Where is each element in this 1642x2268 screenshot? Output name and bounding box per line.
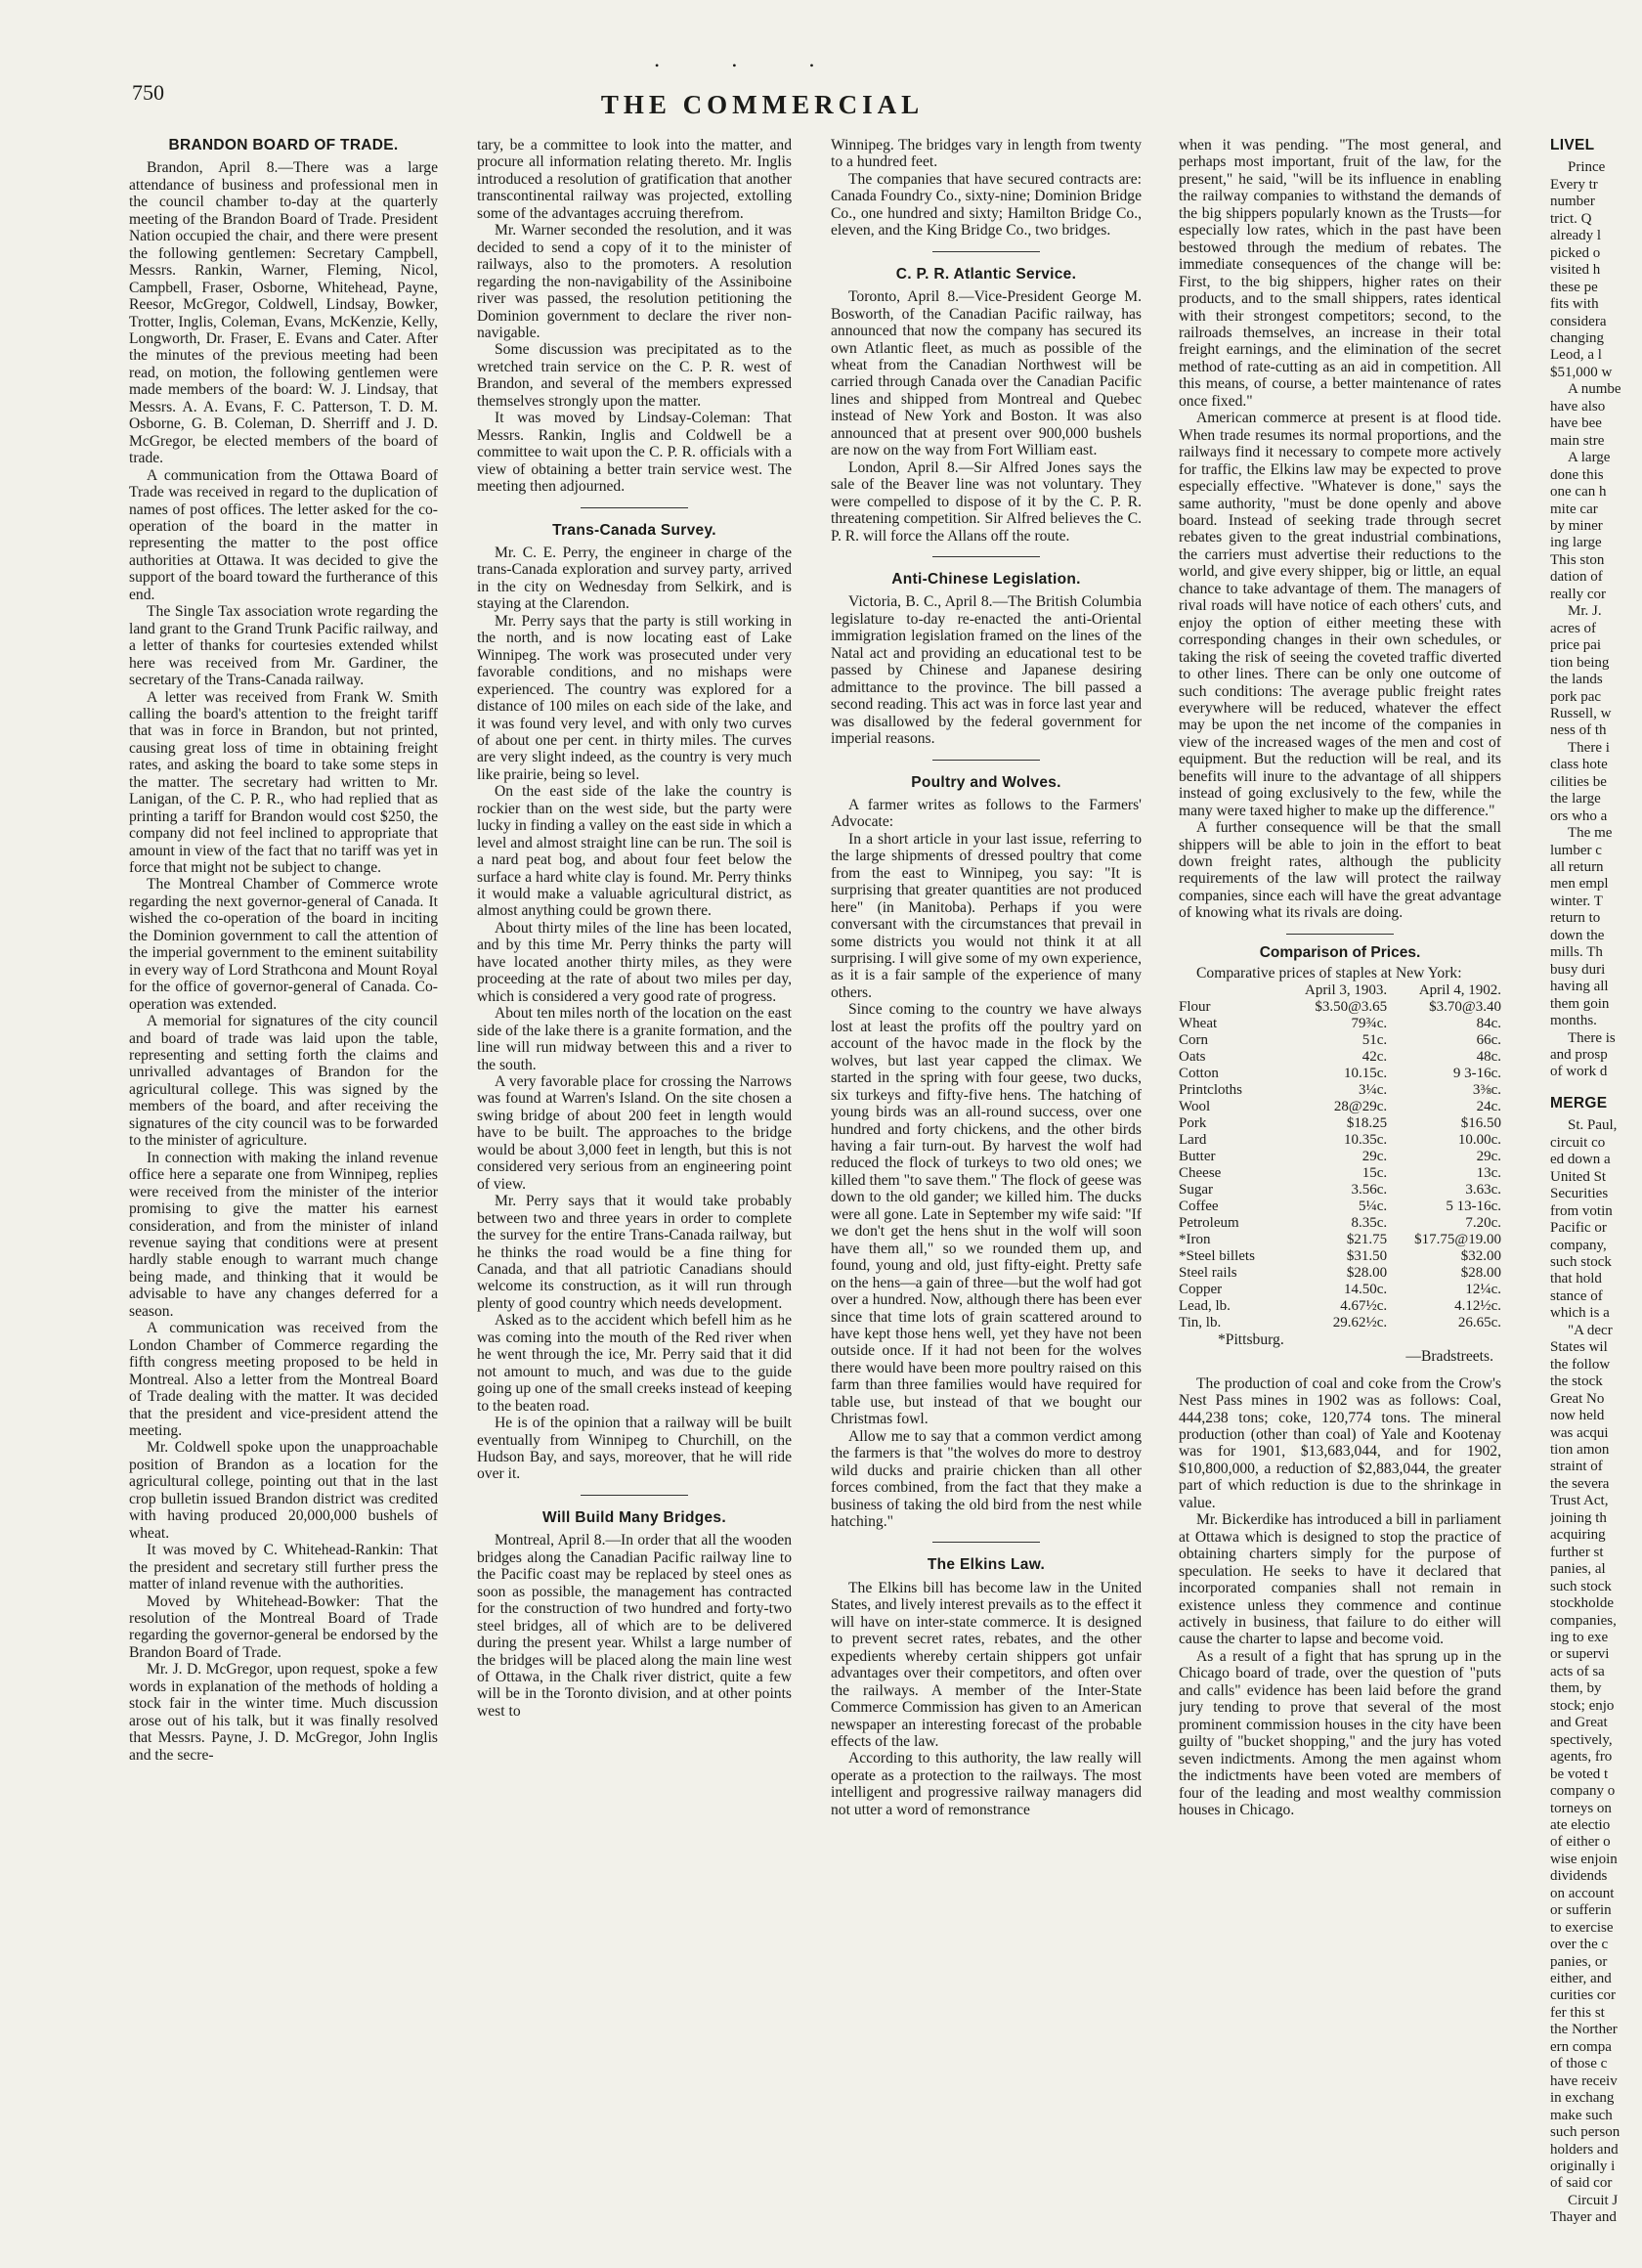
price-1903: 14.50c. xyxy=(1343,1281,1388,1297)
article-paragraph-continued: done this xyxy=(1550,466,1604,483)
price-1903: 3.56c. xyxy=(1351,1181,1388,1198)
price-row xyxy=(1179,999,1501,1016)
article-paragraph-continued: fer this st xyxy=(1550,2004,1605,2021)
article-paragraph-continued: ing to exe xyxy=(1550,1629,1609,1645)
article-paragraph-continued: pork pac xyxy=(1550,688,1602,705)
article-heading: Trans-Canada Survey. xyxy=(552,521,716,539)
price-item: Steel rails xyxy=(1179,1264,1237,1281)
article-paragraph-continued: and Great xyxy=(1550,1715,1608,1731)
article-paragraph-continued: by miner xyxy=(1550,517,1603,534)
price-item: Coffee xyxy=(1179,1198,1219,1214)
price-row xyxy=(1179,1182,1501,1199)
article-paragraph-continued: stockholde xyxy=(1550,1595,1614,1612)
article-paragraph-continued: such stock xyxy=(1550,1254,1612,1270)
article-paragraph-continued: further st xyxy=(1550,1544,1604,1560)
article-paragraph: A numbe xyxy=(1568,381,1621,398)
article-paragraph: He is of the opinion that a railway will be built eventually from Winnipeg to Churchill, on the Hudson Bay, and says, moreover, that he will ride over it. xyxy=(477,1415,792,1483)
article-paragraph-continued: which is a xyxy=(1550,1305,1610,1322)
article-paragraph-continued: panies, or xyxy=(1550,1953,1608,1970)
price-1902: 29c. xyxy=(1476,1148,1501,1164)
price-1902: $32.00 xyxy=(1460,1247,1501,1264)
article-paragraph: "A decr xyxy=(1568,1322,1613,1338)
article-paragraph: Mr. Coldwell spoke upon the unapproachable position of Brandon as a location for the agricultural college, pointing out that in the last crop bulletin issued Brandon district was credited with having produced 20,000,000 bushels of wheat. xyxy=(129,1439,438,1542)
article-paragraph-continued: stock; enjo xyxy=(1550,1697,1615,1714)
price-item: *Steel billets xyxy=(1179,1247,1255,1264)
divider-rule xyxy=(932,760,1040,761)
price-1902: 48c. xyxy=(1476,1048,1501,1065)
article-paragraph-continued: class hote xyxy=(1550,757,1608,773)
price-1903: $21.75 xyxy=(1346,1231,1388,1247)
article-paragraph: The companies that have secured contracts are: Canada Foundry Co., sixty-nine; Dominion Bridge Co., one hundred and sixty; Hamilton Bridge Co., eleven, and the King Bridge Co., two bridges. xyxy=(831,170,1142,240)
article-paragraph-continued: have receiv xyxy=(1550,2072,1618,2089)
article-paragraph-continued: them goin xyxy=(1550,995,1610,1012)
price-1902: 9 3-16c. xyxy=(1452,1065,1501,1081)
column-3 xyxy=(831,137,1142,2248)
price-1903: 10.35c. xyxy=(1343,1131,1388,1148)
price-1903: 42c. xyxy=(1361,1048,1388,1065)
price-1902: 13c. xyxy=(1476,1164,1501,1181)
price-row xyxy=(1179,1032,1501,1049)
article-paragraph-continued: mills. Th xyxy=(1550,944,1603,961)
article-paragraph-continued: over the c xyxy=(1550,1937,1609,1953)
article-paragraph-continued: torneys on xyxy=(1550,1800,1612,1816)
article-paragraph-continued: acres of xyxy=(1550,620,1597,636)
column-1 xyxy=(129,137,438,2248)
price-item: Flour xyxy=(1179,998,1211,1015)
price-row xyxy=(1179,1248,1501,1265)
article-paragraph: Toronto, April 8.—Vice-President George M. Bosworth, of the Canadian Pacific railway, has announced that now the company has secured its own Atlantic fleet, as much as possible of the wheat from the Canadian Northwest will be carried through Canada over the Canadian Pacific lines and shipped from Montreal and Quebec instead of New York and Boston. It was also announced that at present over 900,000 bushels are now on the way from Fort William east. xyxy=(831,288,1142,459)
article-paragraph: The me xyxy=(1568,825,1613,842)
article-paragraph-continued: spectively, xyxy=(1550,1731,1613,1748)
article-paragraph-continued: Thayer and xyxy=(1550,2209,1617,2226)
article-paragraph-continued: tary, be a committee to look into the matter, and procure all information relating thereto. Mr. Inglis introduced a resolution of gratification that another transcontinental railway was projected, extolling some of the advantages accruing therefrom. xyxy=(477,137,792,222)
price-row xyxy=(1179,1132,1501,1149)
article-paragraph-continued: dation of xyxy=(1550,569,1603,586)
article-paragraph-continued: panies, al xyxy=(1550,1561,1606,1578)
price-item: Pork xyxy=(1179,1114,1207,1131)
article-paragraph-continued: acts of sa xyxy=(1550,1663,1605,1679)
article-paragraph: A communication was received from the London Chamber of Commerce regarding the fifth congress meeting proposed to be held in Montreal. Also a letter from the Montreal Board of Trade dealing with the matter. It was decided that the president and vice-president attend the meeting. xyxy=(129,1320,438,1439)
article-paragraph-continued: the severa xyxy=(1550,1475,1610,1492)
price-1902: $17.75@19.00 xyxy=(1414,1231,1501,1247)
price-1902: 4.12½c. xyxy=(1454,1297,1501,1314)
article-paragraph-continued: cilities be xyxy=(1550,773,1607,790)
article-paragraph: Mr. Perry says that it would take probably between two and three years in order to complete the survey for the entire Trans-Canada railway, but he thinks the road would be a fine thing for Canada, and that all patriotic Canadians should welcome its construction, as it will run through plenty of good country which needs development. xyxy=(477,1193,792,1312)
article-paragraph-continued: Leod, a l xyxy=(1550,347,1602,364)
price-item: Lard xyxy=(1179,1131,1207,1148)
article-heading: C. P. R. Atlantic Service. xyxy=(895,265,1077,283)
price-1903: 3¼c. xyxy=(1358,1081,1388,1098)
price-1903: $3.50@3.65 xyxy=(1315,998,1388,1015)
price-item: *Iron xyxy=(1179,1231,1211,1247)
article-paragraph-continued: tion amon xyxy=(1550,1441,1610,1458)
article-paragraph-continued: This ston xyxy=(1550,551,1605,568)
column-4-articles-bottom xyxy=(1179,1375,1501,1819)
article-paragraph-continued: or supervi xyxy=(1550,1646,1610,1663)
article-paragraph: According to this authority, the law really will operate as a protection to the railways. The most intelligent and progressive railway managers did not utter a word of remonstrance xyxy=(831,1750,1142,1818)
price-1903: 10.15c. xyxy=(1343,1065,1388,1081)
article-paragraph-continued: holders and xyxy=(1550,2141,1619,2158)
price-item: Petroleum xyxy=(1179,1214,1239,1231)
article-paragraph-continued: really cor xyxy=(1550,586,1607,602)
article-paragraph-continued: return to xyxy=(1550,910,1601,927)
price-1903: $31.50 xyxy=(1346,1247,1388,1264)
article-paragraph: Brandon, April 8.—There was a large attendance of business and professional men in the council chamber to-day at the quarterly meeting of the Brandon Board of Trade. President Nation occupied the chair, and there were present the following gentlemen: Secretary Campbell, Messrs. Rankin, Warner, Fleming, Nicol, Campbell, Fraser, Osborne, Whitehead, Payne, Reesor, McGregor, Coldwell, Lindsay, Bowker, Trotter, Inglis, Coleman, Evans, McKenzie, Kelly, Longworth, Dr. Fraser, E. Evans and Cater. After the minutes of the previous meeting had been read, on motion, the following gentlemen were made members of the board: W. J. Lindsay, that Messrs. A. A. Evans, F. C. Patterson, T. D. M. Osborne, G. B. Coleman, D. Sherriff and J. D. McGregor, be elected members of the board of trade. xyxy=(129,159,438,467)
article-paragraph-continued: the Norther xyxy=(1550,2022,1618,2038)
column-4-articles-top xyxy=(1179,137,1501,922)
article-paragraph: There i xyxy=(1568,739,1610,756)
article-paragraph: About ten miles north of the location on the east side of the lake there is a granite formation, and the line will run midway between this and a river to the south. xyxy=(477,1005,792,1073)
price-row xyxy=(1179,1232,1501,1248)
article-paragraph: A large xyxy=(1568,450,1611,466)
price-1902: 24c. xyxy=(1476,1098,1501,1114)
price-row xyxy=(1179,1149,1501,1165)
article-paragraph-continued: of said cor xyxy=(1550,2175,1613,2192)
article-paragraph: Mr. Perry says that the party is still working in the north, and is now locating east of Lake Winnipeg. The work was prosecuted under very favorable conditions, and no mishaps were experienced. The country was explored for a distance of 100 miles on each side of the lake, and it was found very level, and with only two curves of about one per cent. in thirty miles. The curves are very slight indeed, as the country is very much like prairie, being so level. xyxy=(477,612,792,783)
article-paragraph: A communication from the Ottawa Board of Trade was received in regard to the duplication of names of post offices. The letter asked for the co-operation of the board in the matter in representing the matter to the post office authorities at Ottawa. It was decided to give the support of the board toward the furtherance of this end. xyxy=(129,466,438,603)
article-paragraph-continued: curities cor xyxy=(1550,1987,1617,2004)
article-paragraph: Allow me to say that a common verdict among the farmers is that "the wolves do more to destroy wild ducks and prairie chicken than all other forces combined, from the fact that they make a business of taking the old bird from the nest while hatching." xyxy=(831,1427,1142,1530)
article-paragraph: Mr. J. xyxy=(1568,603,1602,620)
article-heading: The Elkins Law. xyxy=(927,1556,1046,1574)
masthead: THE COMMERCIAL xyxy=(600,90,925,119)
article-paragraph: Asked as to the accident which befell him as he was coming into the mouth of the Red river when he went through the ice, Mr. Perry said that it did not amount to much, and was due to the guide going up one of the small creeks instead of keeping to the beaten road. xyxy=(477,1312,792,1415)
price-1903: 51c. xyxy=(1361,1031,1388,1048)
price-1903: 79¾c. xyxy=(1351,1015,1388,1031)
price-1903: $28.00 xyxy=(1346,1264,1388,1281)
article-paragraph-continued: make such xyxy=(1550,2107,1613,2123)
article-paragraph-continued: trict. Q xyxy=(1550,210,1592,227)
article-heading: Poultry and Wolves. xyxy=(911,773,1061,791)
article-paragraph-continued: ate electio xyxy=(1550,1816,1611,1833)
article-paragraph-continued: companies, xyxy=(1550,1612,1617,1629)
article-paragraph-continued: $51,000 w xyxy=(1550,364,1613,380)
price-1903: 28@29c. xyxy=(1333,1098,1388,1114)
article-paragraph: The Single Tax association wrote regarding the land grant to the Grand Trunk Pacific railway, and a letter of thanks for courtesies extended whilst here was received from Mr. Gardiner, the secretary of the Trans-Canada railway. xyxy=(129,603,438,689)
article-paragraph-continued: company o xyxy=(1550,1783,1616,1800)
price-1903: 15c. xyxy=(1361,1164,1388,1181)
article-paragraph: On the east side of the lake the country is rockier than on the west side, but the party were lucky in finding a valley on the east side in which a level and almost straight line can be run. The soil is a nard peat bog, and about four feet below the surface a hard white clay is found. Mr. Perry thinks it would make a valuable agricultural district, as almost anything could be grown there. xyxy=(477,783,792,920)
article-paragraph: It was moved by Lindsay-Coleman: That Messrs. Rankin, Inglis and Coldwell be a committee to wait upon the C. P. R. officials with a view of obtaining a better train service west. The meeting then adjourned. xyxy=(477,410,792,496)
article-paragraph-continued: joining th xyxy=(1550,1509,1607,1526)
article-paragraph: Some discussion was precipitated as to the wretched train service on the C. P. R. west of Brandon, and several of the members expressed themselves strongly upon the matter. xyxy=(477,341,792,410)
article-paragraph: A memorial for signatures of the city council and board of trade was laid upon the table, representing and setting forth the claims and unrivalled advantages of Brandon for the agricultural college. This was signed by the members of the board, and after receiving the signatures of the city council was to be forwarded to the minister of agriculture. xyxy=(129,1013,438,1150)
article-paragraph-continued: number xyxy=(1550,194,1595,210)
article-paragraph: In a short article in your last issue, referring to the large shipments of dressed poultry that come from the east to Winnipeg, you say: "It is surprising that greater quantities are not produced here" (in Manitoba). Perhaps if you were conversant with the circumstances that prevail in some districts you would not think it at all surprising. I will give some of my own experience, as it is a fair sample of the experience of many others. xyxy=(831,830,1142,1001)
article-paragraph-continued: the follow xyxy=(1550,1356,1611,1373)
price-item: Wheat xyxy=(1179,1015,1218,1031)
price-1902: 3⅜c. xyxy=(1472,1081,1501,1098)
article-paragraph-continued: lumber c xyxy=(1550,842,1602,858)
article-paragraph: A further consequence will be that the small shippers will be able to join in the effort to beat down freight rates, although the publicity requirements of the law will protect the railway companies, since each will have the great advantage of knowing what its rivals are doing. xyxy=(1179,819,1501,922)
article-paragraph-continued: fits with xyxy=(1550,296,1599,313)
article-paragraph: Victoria, B. C., April 8.—The British Columbia legislature to-day re-enacted the anti-Oriental immigration legislation framed on the lines of the Natal act and providing an educational test to be passed by Chinese and Japanese desiring admittance to the province. The bill passed a second reading. This act was in force last year and was disallowed by the federal government for imperial reasons. xyxy=(831,593,1142,748)
prices-header-row xyxy=(1179,982,1501,999)
article-paragraph: Mr. Warner seconded the resolution, and it was decided to send a copy of it to the minister of railways, also to the promoters. A resolution regarding the non-navigability of the Assiniboine river was passed, the resolution petitioning the Dominion government to declare the river non-navigable. xyxy=(477,222,792,341)
article-paragraph-continued: that hold xyxy=(1550,1271,1602,1287)
article-paragraph-continued: them, by xyxy=(1550,1680,1602,1697)
article-paragraph-continued: busy duri xyxy=(1550,961,1606,978)
article-paragraph-continued: considera xyxy=(1550,313,1607,329)
price-1902: 12¼c. xyxy=(1465,1281,1501,1297)
article-paragraph-continued: ing large xyxy=(1550,535,1602,551)
price-row xyxy=(1179,1298,1501,1315)
ornament: • • • xyxy=(655,59,849,72)
article-paragraph-continued: and prosp xyxy=(1550,1047,1608,1064)
article-paragraph-continued: Great No xyxy=(1550,1390,1605,1407)
article-paragraph: In connection with making the inland revenue office here a separate one from Winnipeg, replies were received from the minister of the interior promising to give the matter his earnest consideration, and from the minister of inland revenue saying that conditions were at present hardly stable enough to warrant much change being made, and thinking that it would be advisable to have any changes deferred for a season. xyxy=(129,1149,438,1320)
article-paragraph-continued: originally i xyxy=(1550,2159,1616,2175)
article-paragraph-continued: main stre xyxy=(1550,432,1605,449)
article-paragraph-continued: Winnipeg. The bridges vary in length from twenty to a hundred feet. xyxy=(831,137,1142,171)
column-2 xyxy=(477,137,792,2248)
price-1902: $16.50 xyxy=(1460,1114,1501,1131)
article-paragraph-continued: Securities xyxy=(1550,1186,1609,1202)
article-paragraph-continued: the large xyxy=(1550,791,1601,807)
price-row xyxy=(1179,1282,1501,1298)
article-paragraph-continued: Every tr xyxy=(1550,176,1598,193)
article-paragraph-continued: Russell, w xyxy=(1550,705,1612,721)
article-paragraph: Mr. J. D. McGregor, upon request, spoke a few words in explanation of the methods of holding a stock fair in the winter time. Much discussion arose out of his talk, but it was finally resolved that Messrs. Payne, J. D. McGregor, John Inglis and the secre- xyxy=(129,1661,438,1764)
price-1902: 3.63c. xyxy=(1465,1181,1501,1198)
article-paragraph: Circuit J xyxy=(1568,2192,1619,2208)
price-row xyxy=(1179,1016,1501,1032)
price-item: Cotton xyxy=(1179,1065,1219,1081)
article-paragraph: The Montreal Chamber of Commerce wrote regarding the next governor-general of Canada. It wished the co-operation of the board in inciting the Dominion government to call the attention of the imperial government to the eminent suitability in every way of Lord Strathcona and Mount Royal for the office of governor-general of Canada. Co-operation was extended. xyxy=(129,876,438,1013)
price-item: Tin, lb. xyxy=(1179,1314,1222,1330)
price-row xyxy=(1179,1115,1501,1132)
page-number: 750 xyxy=(132,80,164,105)
article-paragraph-continued: having all xyxy=(1550,979,1609,995)
price-1903: 29.62½c. xyxy=(1332,1314,1388,1330)
prices-header-1902: April 4, 1902. xyxy=(1418,981,1501,998)
article-paragraph-continued: was acqui xyxy=(1550,1424,1609,1441)
divider-rule xyxy=(581,507,688,508)
article-paragraph: Mr. Bickerdike has introduced a bill in parliament at Ottawa which is designed to stop the practice of obtaining charters simply for the purpose of speculation. He seeks to have it declared that incorporated companies shall not remain in existence unless they commence and continue actively in business, that failure to do either will cause the charter to lapse and become void. xyxy=(1179,1511,1501,1648)
article-heading: BRANDON BOARD OF TRADE. xyxy=(168,137,399,153)
article-paragraph-continued: Trust Act, xyxy=(1550,1493,1609,1509)
price-row xyxy=(1179,1315,1501,1331)
article-paragraph-continued: changing xyxy=(1550,329,1604,346)
article-paragraph-continued: agents, fro xyxy=(1550,1749,1613,1766)
article-paragraph: It was moved by C. Whitehead-Rankin: That the president and secretary still further press the matter of inland revenue with the authorities. xyxy=(129,1542,438,1593)
article-paragraph: A letter was received from Frank W. Smith calling the board's attention to the freight tariff that was in force in Brandon, but not printed, causing great loss of time in obtaining freight rates, and asking the board to take some steps in the matter. The secretary had written to Mr. Lanigan, of the C. P. R., who had replied that as printing a tariff for Brandon would cost $250, the company did not feel inclined to appropriate that amount in view of the fact that no tariff was yet in force that might not be subject to change. xyxy=(129,688,438,877)
article-paragraph: American commerce at present is at flood tide. When trade resumes its normal proportions, and the railways find it necessary to compete more actively for traffic, the Elkins law may be expected to prove especially effective. "Whatever is done," says the same authority, "must be done openly and above board. Instead of seeking trade through secret rebates given to the great industrial combinations, the carriers must advertise their reductions to the world, and give every shipper, big or little, an equal chance to take advantage of them. The managers of rival roads will have notice of each others' cuts, and enjoy the option of either meeting these with corresponding changes in their own schedules, or taking the risk of seeing the coveted traffic diverted to other lines. There can be only one outcome of such conditions: The average public freight rates everywhere will be reduced, whatever the effect may be upon the net income of the companies in view of the increased wages of the men and cost of equipment. But the reduction will be real, and its benefits will inure to the advantage of all shippers instead of going exclusively to the few, while the many were taxed higher to make up the difference." xyxy=(1179,410,1501,819)
price-1903: 5¼c. xyxy=(1358,1198,1388,1214)
article-paragraph-continued: to exercise xyxy=(1550,1919,1614,1936)
article-paragraph-continued: winter. T xyxy=(1550,893,1603,909)
article-paragraph-continued: ed down a xyxy=(1550,1152,1611,1168)
article-paragraph-continued: straint of xyxy=(1550,1459,1603,1475)
article-paragraph-continued: company, xyxy=(1550,1237,1607,1253)
price-1903: 4.67½c. xyxy=(1340,1297,1388,1314)
price-item: Copper xyxy=(1179,1281,1223,1297)
price-1902: 5 13-16c. xyxy=(1446,1198,1501,1214)
price-row xyxy=(1179,1215,1501,1232)
column-5-cropped xyxy=(1550,137,1642,2248)
article-paragraph-continued: United St xyxy=(1550,1168,1607,1185)
article-heading: LIVEL xyxy=(1550,137,1595,153)
divider-rule xyxy=(932,556,1040,557)
article-paragraph-continued: all return xyxy=(1550,859,1604,876)
article-paragraph: Since coming to the country we have always lost at least the profits off the poultry yard on account of the havoc made in the flock by the wolves, but last year capped the climax. We started in the spring with four geese, two ducks, six turkeys and fifty-five hens. The hatching of young birds was an all-round success, over one hundred and forty chickens, and the other birds having a fair turn-out. By harvest the wolf had reduced the flock of turkeys to two old ones; we killed them "to save them." The flock of geese was down to the old gander; we killed him. The ducks were all gone. Late in September my wife said: "If we don't get the hens shut in the wolf will soon have them all," so we rounded them up, and found, young and old, just fifty-eight. Pretty safe on the hens—a gain of three—but the wolf had got over a hundred. Now, although there has been ever since that time lots of grain scattered around to have kept those hens well, yet they have not been outside once. If it had not been for the wolves there would have been more poultry raised on this farm than three families would have required for table use, but instead of that we bought our Christmas fowl. xyxy=(831,1001,1142,1428)
article-paragraph-continued: wise enjoin xyxy=(1550,1851,1618,1867)
article-paragraph: There is xyxy=(1568,1029,1616,1046)
price-1902: 7.20c. xyxy=(1465,1214,1501,1231)
article-paragraph-continued: picked o xyxy=(1550,244,1601,261)
article-paragraph-continued: months. xyxy=(1550,1013,1597,1029)
price-row xyxy=(1179,1199,1501,1215)
price-row xyxy=(1179,1165,1501,1182)
price-item: Oats xyxy=(1179,1048,1206,1065)
article-paragraph-continued: of those c xyxy=(1550,2056,1608,2072)
article-paragraph: Montreal, April 8.—In order that all the wooden bridges along the Canadian Pacific railway line to the Pacific coast may be replaced by steel ones as soon as possible, the management has contracted for the construction of two hundred and forty-two steel bridges, all of which are to be delivered during the present year. Whilst a large number of the bridges will be placed along the main line west of Ottawa, in the Chalk river district, quite a few will be in the Toronto division, and at other points west to xyxy=(477,1532,792,1720)
divider-rule xyxy=(932,1542,1040,1543)
article-paragraph-continued: in exchang xyxy=(1550,2090,1615,2107)
article-paragraph-continued: ness of th xyxy=(1550,722,1607,739)
price-item: Printcloths xyxy=(1179,1081,1243,1098)
article-heading: Will Build Many Bridges. xyxy=(542,1508,726,1526)
price-item: Cheese xyxy=(1179,1164,1222,1181)
article-paragraph: London, April 8.—Sir Alfred Jones says the sale of the Beaver line was not voluntary. They were compelled to dispose of it by the C. P. R. threatening competition. Sir Alfred believes the C. P. R. will force the Allans off the route. xyxy=(831,458,1142,545)
article-paragraph-continued: tion being xyxy=(1550,654,1610,671)
divider-rule xyxy=(1286,934,1394,935)
article-paragraph-continued: now held xyxy=(1550,1408,1605,1424)
article-paragraph-continued: ors who a xyxy=(1550,807,1608,824)
article-paragraph-continued: price pai xyxy=(1550,637,1602,654)
article-paragraph-continued: down the xyxy=(1550,927,1605,943)
article-paragraph: About thirty miles of the line has been located, and by this time Mr. Perry thinks the party will have located another thirty miles, as they were proceeding at the rate of about two miles per day, which is considered a very good rate of progress. xyxy=(477,919,792,1005)
prices-intro: Comparative prices of staples at New York: xyxy=(1196,965,1462,982)
article-paragraph: The Elkins bill has become law in the United States, and lively interest prevails as to the effect it will have on inter-state commerce. It is designed to prevent secret rates, rebates, and the other expedients whereby certain shippers got unfair advantages over their competitors, and often over the railways. A member of the Inter-State Commerce Commission has given to an American newspaper an interesting forecast of the probable effects of the law. xyxy=(831,1579,1142,1750)
article-paragraph-continued: when it was pending. "The most general, and perhaps most important, fruit of the law, for the present," he said, "will be its influence in enabling the railway companies to withstand the demands of the big shippers popularly known as the Trusts—for especially low rates, which in the past have been bestowed through the medium of rebates. The immediate consequences of the change will be: First, to the big shippers, higher rates on their products, and to the small shippers, rates identical with their strongest competitors; second, to the railroads themselves, an increase in their total freight earnings, and the elimination of the secret method of rate-cutting as an aid in competition. All this means, of course, a better maintenance of rates once fixed." xyxy=(1179,137,1501,410)
article-paragraph: A farmer writes as follows to the Farmers' Advocate: xyxy=(831,796,1142,831)
article-paragraph: As a result of a fight that has sprung up in the Chicago board of trade, over the question of "puts and calls" evidence has been laid before the grand jury tending to prove that several of the most prominent commission houses in the city have been guilty of "bucket shopping," and the jury has voted seven indictments. Among the men against whom the indictments have been voted are members of four of the leading and most wealthy commission houses in Chicago. xyxy=(1179,1647,1501,1818)
article-paragraph: The production of coal and coke from the Crow's Nest Pass mines in 1902 was as follows: Coal, 444,238 tons; coke, 120,774 tons. The mineral production (other than coal) of Yale and Kootenay was for 1901, $13,683,044, and for 1902, $10,800,000, a reduction of $2,883,044, the greater part of which reduction is due to the shrinkage in value. xyxy=(1179,1374,1501,1511)
price-row xyxy=(1179,1049,1501,1066)
divider-rule xyxy=(932,251,1040,252)
article-paragraph-continued: be voted t xyxy=(1550,1766,1609,1782)
price-item: Butter xyxy=(1179,1148,1216,1164)
article-paragraph: Moved by Whitehead-Bowker: That the resolution of the Montreal Board of Trade regarding the governor-general be endorsed by the Brandon Board of Trade. xyxy=(129,1592,438,1661)
price-row xyxy=(1179,1099,1501,1115)
prices-title: Comparison of Prices. xyxy=(1259,943,1421,961)
article-paragraph-continued: already l xyxy=(1550,228,1602,244)
article-paragraph: St. Paul, xyxy=(1568,1117,1618,1134)
price-1902: $28.00 xyxy=(1460,1264,1501,1281)
prices-header-1903: April 3, 1903. xyxy=(1304,981,1388,998)
article-paragraph-continued: have also xyxy=(1550,398,1606,414)
article-paragraph-continued: one can h xyxy=(1550,484,1607,501)
article-paragraph-continued: such stock xyxy=(1550,1578,1612,1594)
price-1903: $18.25 xyxy=(1346,1114,1388,1131)
article-paragraph-continued: ern compa xyxy=(1550,2038,1612,2055)
article-paragraph-continued: visited h xyxy=(1550,262,1601,279)
article-paragraph-continued: such person xyxy=(1550,2124,1620,2141)
divider-rule xyxy=(581,1495,688,1496)
article-heading: MERGE xyxy=(1550,1094,1608,1112)
price-row xyxy=(1179,1265,1501,1282)
price-1902: 10.00c. xyxy=(1457,1131,1501,1148)
column-4 xyxy=(1179,137,1501,2248)
article-paragraph-continued: dividends xyxy=(1550,1868,1608,1885)
price-item: Sugar xyxy=(1179,1181,1213,1198)
article-paragraph-continued: or sufferin xyxy=(1550,1902,1612,1919)
article-paragraph-continued: men empl xyxy=(1550,876,1609,893)
prices-table xyxy=(1179,982,1501,1331)
price-1902: 26.65c. xyxy=(1457,1314,1501,1330)
article-paragraph-continued: stance of xyxy=(1550,1287,1603,1304)
price-1903: 8.35c. xyxy=(1351,1214,1388,1231)
price-row xyxy=(1179,1082,1501,1099)
article-paragraph-continued: these pe xyxy=(1550,279,1598,295)
article-paragraph-continued: the lands xyxy=(1550,672,1603,688)
article-paragraph-continued: the stock xyxy=(1550,1374,1603,1390)
prices-footnote: *Pittsburg. xyxy=(1218,1330,1284,1348)
article-paragraph: Prince xyxy=(1568,159,1606,176)
price-row xyxy=(1179,1066,1501,1082)
article-paragraph-continued: of work d xyxy=(1550,1064,1608,1080)
price-item: Lead, lb. xyxy=(1179,1297,1231,1314)
article-paragraph-continued: States wil xyxy=(1550,1339,1608,1356)
article-paragraph-continued: on account xyxy=(1550,1885,1615,1901)
article-paragraph-continued: either, and xyxy=(1550,1971,1612,1987)
price-1902: 84c. xyxy=(1476,1015,1501,1031)
article-paragraph-continued: acquiring xyxy=(1550,1527,1606,1544)
price-item: Corn xyxy=(1179,1031,1208,1048)
article-paragraph-continued: Pacific or xyxy=(1550,1220,1607,1237)
price-1902: $3.70@3.40 xyxy=(1429,998,1501,1015)
article-paragraph-continued: mite car xyxy=(1550,501,1598,517)
article-heading: Anti-Chinese Legislation. xyxy=(891,570,1081,588)
prices-source: —Bradstreets. xyxy=(1405,1348,1493,1366)
article-paragraph: A very favorable place for crossing the Narrows was found at Warren's Island. On the site chosen a swing bridge of about 200 feet in length would have to be built. The approaches to the bridge would be about 3,000 feet in length, but this is not considered very serious from an engineering point of view. xyxy=(477,1073,792,1193)
article-paragraph-continued: have bee xyxy=(1550,415,1602,432)
price-1903: 29c. xyxy=(1361,1148,1388,1164)
article-paragraph-continued: from votin xyxy=(1550,1202,1613,1219)
price-1902: 66c. xyxy=(1476,1031,1501,1048)
article-paragraph-continued: of either o xyxy=(1550,1834,1611,1851)
price-item: Wool xyxy=(1179,1098,1211,1114)
article-paragraph: Mr. C. E. Perry, the engineer in charge of the trans-Canada exploration and survey party, arrived in the city on Wednesday from Selkirk, and is staying at the Clarendon. xyxy=(477,544,792,613)
article-paragraph-continued: circuit co xyxy=(1550,1134,1606,1151)
